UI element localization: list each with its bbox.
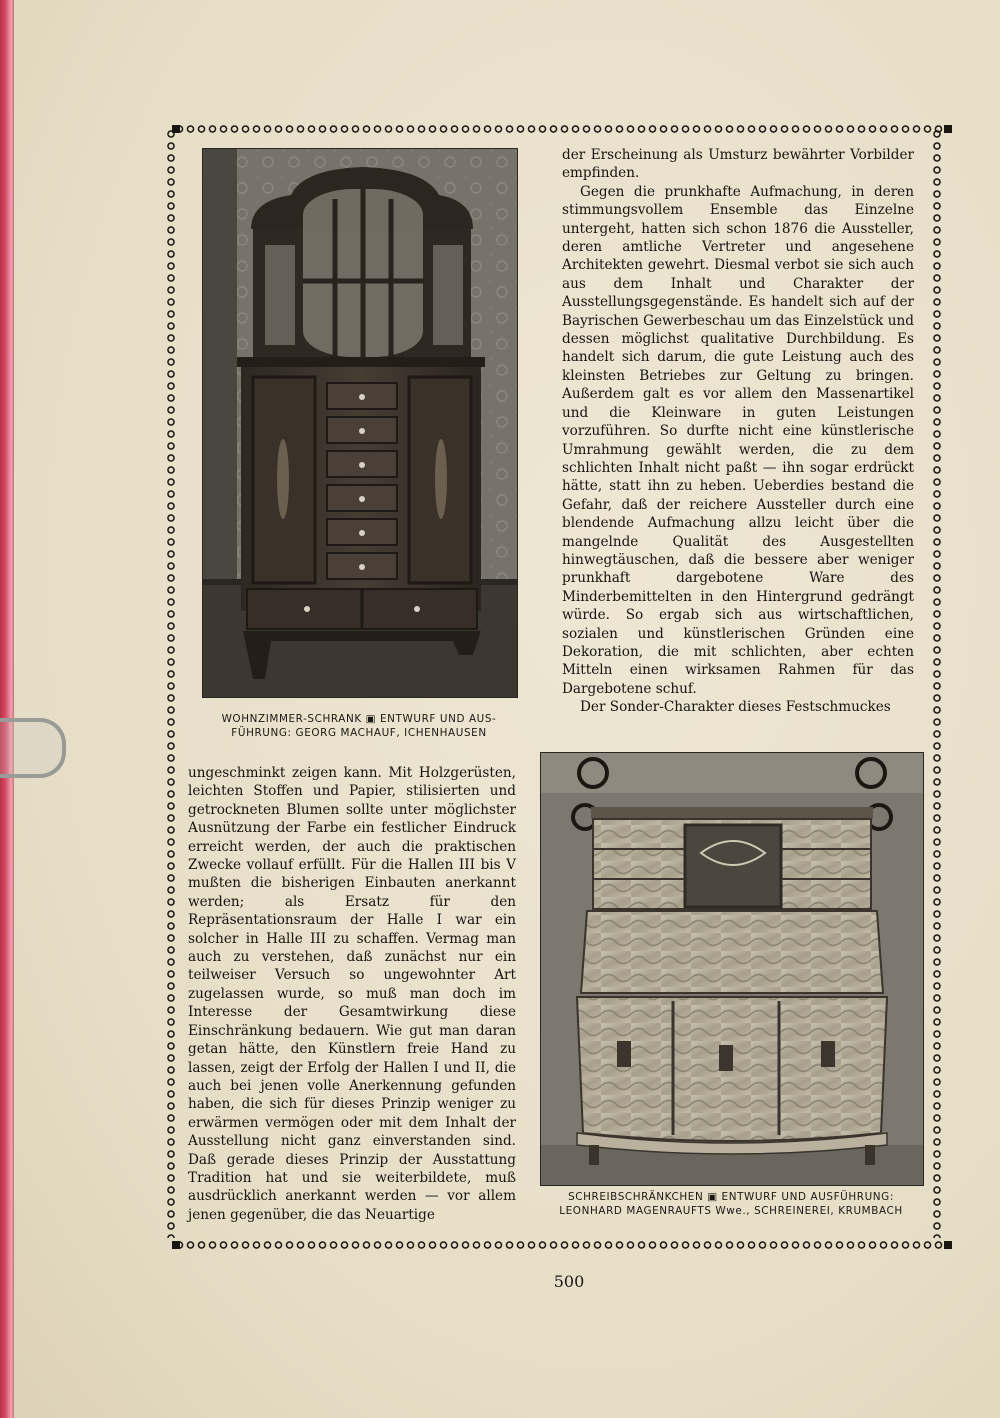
caption-top-line2: FÜHRUNG: GEORG MACHAUF, ICHENHAUSEN <box>231 727 487 739</box>
caption-top-figure <box>196 712 522 740</box>
caption-top-line1: WOHNZIMMER-SCHRANK ▣ ENTWURF UND AUS- <box>221 713 497 725</box>
cabinet-illustration <box>203 149 517 697</box>
ornament-border-top <box>174 124 950 134</box>
text-column-right <box>562 146 914 717</box>
paragraph: Gegen die prunkhafte Aufmachung, in deren stimmungsvollem Ensemble das Einzelne untergeht, hatten sich schon 1876 die Aussteller, deren amtliche Vertreter und angesehene Architekten gewehrt. Diesmal verbot sie sich auch aus dem Inhalt und Charakter der Ausstellungsgegenstände. Es handelt sich auf der Bayrischen Gewerbeschau um das Einzelstück und dessen möglichst qualitative Durchbildung. Es handelt sich darum, die gute Leistung auch des kleinsten Betriebes zur Geltung zu bringen. Außerdem galt es vor allem den Massenartikel und die Kleinware in guten Leistungen vorzuführen. So durfte nicht eine künstlerische Umrahmung gewählt werden, die zu dem schlichten Inhalt nicht paßt — ihn sogar erdrückt hätte, statt ihn zu heben. Ueberdies bestand die Gefahr, daß der reichere Aussteller durch eine blendende Aufmachung allzu leicht über die mangelnde Qualität des Ausgestellten hinwegtäuschen, daß die bessere aber weniger prunkhaft dargebotene Ware des Minderbemittelten in den Hintergrund gedrängt würde. So ergab sich aus wirtschaftlichen, sozialen und künstlerischen Gründen eine Dekoration, die mit schlichten, aber echten Mitteln einen wirksamen Rahmen für das Dargebotene schuf. <box>562 183 914 697</box>
ornament-border-right <box>932 128 942 1238</box>
paragraph: ungeschminkt zeigen kann. Mit Holzgerüsten, leichten Stoffen und Papier, stilisierten und getrockneten Blumen sollte unter möglichster Ausnützung der Farbe ein festlicher Eindruck erreicht werden, der auch die praktischen Zwecke vollauf erfüllt. Für die Hallen III bis V mußten die bisherigen Einbauten anerkannt werden; als Ersatz für den Repräsentationsraum der Halle I war ein solcher in Halle III zu schaffen. Vermag man auch zu verstehen, daß zunächst nur ein teilweiser Versuch so ungewohnter Art zugelassen wurde, so muß man doch im Interesse der Gesamtwirkung diese Einschränkung bedauern. Wie gut man daran getan hätte, den Künstlern freie Hand zu lassen, zeigt der Erfolg der Hallen I und II, die auch bei jenen volle Anerkennung gefunden haben, die sich für dieses Prinzip weniger zu erwärmen vermögen oder mit dem Inhalt der Ausstellung nicht ganz einverstanden sind. Daß gerade dieses Prinzip der Ausstattung Tradition hat und sie weiterbildete, muß ausdrücklich anerkannt werden — vor allem jenen gegenüber, die das Neuartige <box>188 765 516 1223</box>
paper-clip <box>0 718 66 778</box>
page-edge-binding <box>0 0 14 1418</box>
caption-bottom-figure <box>540 1190 922 1218</box>
photo-wohnzimmer-schrank <box>202 148 518 698</box>
caption-bottom-line1: SCHREIBSCHRÄNKCHEN ▣ ENTWURF UND AUSFÜHRUNG: <box>568 1191 894 1203</box>
page-number: 500 <box>553 1272 585 1291</box>
ornament-border-left <box>166 128 176 1238</box>
book-page <box>14 0 1000 1418</box>
text-column-left <box>188 764 516 1224</box>
desk-illustration <box>541 753 923 1185</box>
paragraph: Der Sonder-Charakter dieses Festschmuckes <box>580 699 891 716</box>
paragraph: der Erscheinung als Umsturz bewährter Vorbilder empfinden. <box>562 147 914 182</box>
ornament-border-bottom <box>174 1240 950 1250</box>
caption-bottom-line2: LEONHARD MAGENRAUFTS Wwe., SCHREINEREI, KRUMBACH <box>559 1205 903 1217</box>
photo-schreibschraenkchen <box>540 752 924 1186</box>
